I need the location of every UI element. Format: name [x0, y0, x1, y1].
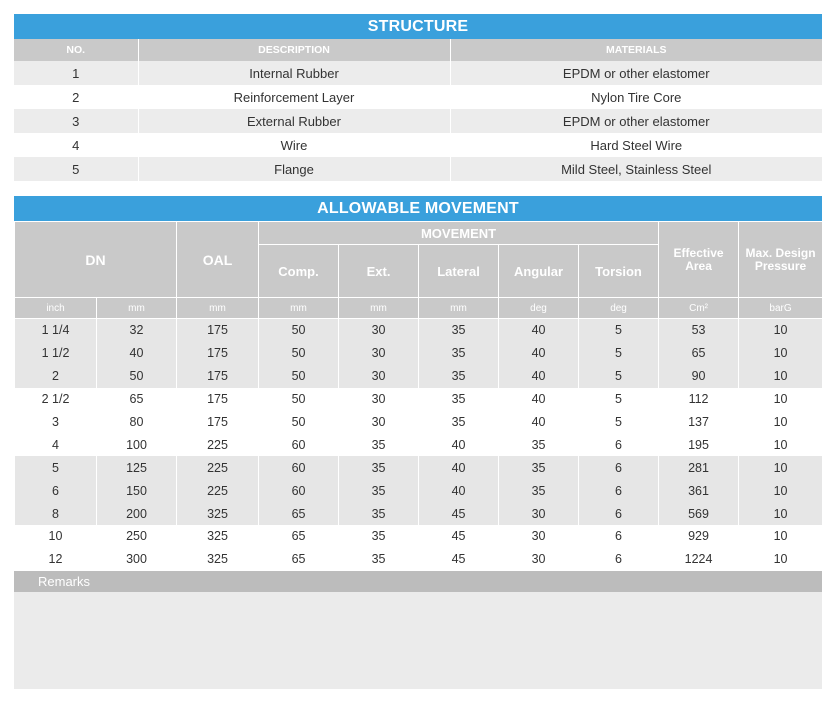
cell-angular: 30 — [499, 525, 579, 548]
cell-ext: 35 — [339, 525, 419, 548]
table-row — [15, 525, 823, 548]
cell-no: 1 — [14, 61, 138, 85]
cell-torsion: 6 — [579, 433, 659, 456]
unit-comp-mm: mm — [259, 298, 339, 319]
cell-oal: 175 — [177, 342, 259, 365]
cell-inch: 5 — [15, 456, 97, 479]
cell-angular: 40 — [499, 319, 579, 342]
cell-ext: 35 — [339, 502, 419, 525]
unit-lateral-mm: mm — [419, 298, 499, 319]
cell-angular: 35 — [499, 456, 579, 479]
cell-oal: 225 — [177, 456, 259, 479]
unit-ext-mm: mm — [339, 298, 419, 319]
cell-area: 90 — [659, 365, 739, 388]
remarks-label: Remarks — [14, 571, 822, 592]
cell-pressure: 10 — [739, 411, 823, 434]
header-ext: Ext. — [339, 245, 419, 298]
cell-dn-mm: 250 — [97, 525, 177, 548]
cell-ext: 35 — [339, 479, 419, 502]
cell-comp: 60 — [259, 433, 339, 456]
cell-lateral: 35 — [419, 319, 499, 342]
header-no: NO. — [14, 39, 138, 61]
cell-description: Reinforcement Layer — [138, 85, 450, 109]
cell-comp: 50 — [259, 319, 339, 342]
cell-pressure: 10 — [739, 319, 823, 342]
cell-comp: 60 — [259, 479, 339, 502]
cell-inch: 6 — [15, 479, 97, 502]
cell-area: 65 — [659, 342, 739, 365]
structure-row — [14, 61, 822, 85]
header-movement: MOVEMENT — [259, 222, 659, 245]
cell-inch: 2 — [15, 365, 97, 388]
structure-header-row — [14, 39, 822, 61]
cell-inch: 10 — [15, 525, 97, 548]
cell-inch: 3 — [15, 411, 97, 434]
cell-angular: 35 — [499, 479, 579, 502]
units-row — [15, 298, 823, 319]
structure-table — [14, 39, 822, 181]
cell-comp: 65 — [259, 502, 339, 525]
cell-comp: 60 — [259, 456, 339, 479]
cell-angular: 40 — [499, 365, 579, 388]
table-row — [15, 388, 823, 411]
cell-lateral: 35 — [419, 342, 499, 365]
cell-dn-mm: 80 — [97, 411, 177, 434]
cell-ext: 35 — [339, 548, 419, 571]
movement-title: ALLOWABLE MOVEMENT — [14, 196, 822, 221]
cell-pressure: 10 — [739, 433, 823, 456]
cell-comp: 50 — [259, 365, 339, 388]
cell-oal: 225 — [177, 433, 259, 456]
cell-torsion: 5 — [579, 388, 659, 411]
header-torsion: Torsion — [579, 245, 659, 298]
cell-area: 929 — [659, 525, 739, 548]
header-lateral: Lateral — [419, 245, 499, 298]
cell-torsion: 6 — [579, 456, 659, 479]
cell-torsion: 5 — [579, 365, 659, 388]
cell-dn-mm: 150 — [97, 479, 177, 502]
cell-ext: 35 — [339, 433, 419, 456]
cell-lateral: 45 — [419, 525, 499, 548]
remarks-area — [14, 592, 822, 689]
unit-oal-mm: mm — [177, 298, 259, 319]
cell-pressure: 10 — [739, 502, 823, 525]
cell-oal: 225 — [177, 479, 259, 502]
structure-row — [14, 157, 822, 181]
structure-title: STRUCTURE — [14, 14, 822, 39]
cell-torsion: 5 — [579, 342, 659, 365]
cell-angular: 40 — [499, 342, 579, 365]
cell-lateral: 45 — [419, 548, 499, 571]
cell-area: 53 — [659, 319, 739, 342]
unit-dn-mm: mm — [97, 298, 177, 319]
cell-lateral: 40 — [419, 433, 499, 456]
unit-torsion-deg: deg — [579, 298, 659, 319]
cell-torsion: 6 — [579, 548, 659, 571]
header-max-design-pressure: Max. Design Pressure — [739, 222, 823, 298]
movement-body — [15, 319, 823, 571]
cell-dn-mm: 40 — [97, 342, 177, 365]
cell-lateral: 40 — [419, 456, 499, 479]
cell-lateral: 35 — [419, 365, 499, 388]
header-angular: Angular — [499, 245, 579, 298]
cell-ext: 30 — [339, 319, 419, 342]
cell-angular: 40 — [499, 388, 579, 411]
cell-angular: 40 — [499, 411, 579, 434]
cell-area: 112 — [659, 388, 739, 411]
unit-pressure-barg: barG — [739, 298, 823, 319]
cell-oal: 325 — [177, 502, 259, 525]
unit-inch: inch — [15, 298, 97, 319]
cell-area: 361 — [659, 479, 739, 502]
cell-pressure: 10 — [739, 479, 823, 502]
structure-row — [14, 109, 822, 133]
cell-comp: 50 — [259, 342, 339, 365]
cell-comp: 50 — [259, 411, 339, 434]
cell-inch: 2 1/2 — [15, 388, 97, 411]
cell-torsion: 6 — [579, 479, 659, 502]
structure-row — [14, 133, 822, 157]
cell-ext: 30 — [339, 342, 419, 365]
cell-dn-mm: 125 — [97, 456, 177, 479]
cell-materials: Mild Steel, Stainless Steel — [450, 157, 822, 181]
cell-oal: 325 — [177, 525, 259, 548]
header-description: DESCRIPTION — [138, 39, 450, 61]
cell-inch: 12 — [15, 548, 97, 571]
table-row — [15, 502, 823, 525]
cell-pressure: 10 — [739, 342, 823, 365]
cell-no: 5 — [14, 157, 138, 181]
cell-angular: 35 — [499, 433, 579, 456]
cell-area: 281 — [659, 456, 739, 479]
cell-inch: 4 — [15, 433, 97, 456]
cell-description: Flange — [138, 157, 450, 181]
header-oal: OAL — [177, 222, 259, 298]
cell-area: 1224 — [659, 548, 739, 571]
cell-ext: 35 — [339, 456, 419, 479]
cell-pressure: 10 — [739, 525, 823, 548]
table-row — [15, 456, 823, 479]
cell-comp: 50 — [259, 388, 339, 411]
cell-area: 195 — [659, 433, 739, 456]
cell-pressure: 10 — [739, 456, 823, 479]
unit-angular-deg: deg — [499, 298, 579, 319]
structure-body — [14, 61, 822, 181]
cell-lateral: 35 — [419, 411, 499, 434]
header-dn: DN — [15, 222, 177, 298]
movement-table — [14, 221, 823, 571]
header-materials: MATERIALS — [450, 39, 822, 61]
cell-no: 2 — [14, 85, 138, 109]
cell-ext: 30 — [339, 411, 419, 434]
structure-row — [14, 85, 822, 109]
cell-inch: 8 — [15, 502, 97, 525]
table-row — [15, 411, 823, 434]
cell-ext: 30 — [339, 365, 419, 388]
cell-lateral: 40 — [419, 479, 499, 502]
cell-dn-mm: 65 — [97, 388, 177, 411]
cell-oal: 175 — [177, 388, 259, 411]
cell-oal: 325 — [177, 548, 259, 571]
table-row — [15, 433, 823, 456]
table-row — [15, 548, 823, 571]
cell-area: 569 — [659, 502, 739, 525]
cell-pressure: 10 — [739, 548, 823, 571]
header-comp: Comp. — [259, 245, 339, 298]
cell-lateral: 35 — [419, 388, 499, 411]
cell-torsion: 5 — [579, 319, 659, 342]
cell-description: Internal Rubber — [138, 61, 450, 85]
cell-dn-mm: 100 — [97, 433, 177, 456]
cell-materials: Hard Steel Wire — [450, 133, 822, 157]
cell-dn-mm: 300 — [97, 548, 177, 571]
cell-dn-mm: 32 — [97, 319, 177, 342]
cell-pressure: 10 — [739, 388, 823, 411]
table-row — [15, 365, 823, 388]
cell-comp: 65 — [259, 548, 339, 571]
cell-description: External Rubber — [138, 109, 450, 133]
table-row — [15, 342, 823, 365]
spec-sheet — [14, 14, 822, 689]
cell-inch: 1 1/4 — [15, 319, 97, 342]
cell-torsion: 5 — [579, 411, 659, 434]
cell-materials: Nylon Tire Core — [450, 85, 822, 109]
header-effective-area: Effective Area — [659, 222, 739, 298]
unit-area-cm2: Cm² — [659, 298, 739, 319]
cell-comp: 65 — [259, 525, 339, 548]
table-row — [15, 319, 823, 342]
cell-oal: 175 — [177, 365, 259, 388]
cell-no: 3 — [14, 109, 138, 133]
cell-pressure: 10 — [739, 365, 823, 388]
cell-torsion: 6 — [579, 502, 659, 525]
cell-description: Wire — [138, 133, 450, 157]
cell-angular: 30 — [499, 502, 579, 525]
cell-oal: 175 — [177, 411, 259, 434]
cell-area: 137 — [659, 411, 739, 434]
cell-inch: 1 1/2 — [15, 342, 97, 365]
cell-dn-mm: 200 — [97, 502, 177, 525]
cell-torsion: 6 — [579, 525, 659, 548]
table-row — [15, 479, 823, 502]
cell-materials: EPDM or other elastomer — [450, 109, 822, 133]
cell-materials: EPDM or other elastomer — [450, 61, 822, 85]
cell-oal: 175 — [177, 319, 259, 342]
cell-angular: 30 — [499, 548, 579, 571]
cell-no: 4 — [14, 133, 138, 157]
cell-lateral: 45 — [419, 502, 499, 525]
cell-dn-mm: 50 — [97, 365, 177, 388]
cell-ext: 30 — [339, 388, 419, 411]
